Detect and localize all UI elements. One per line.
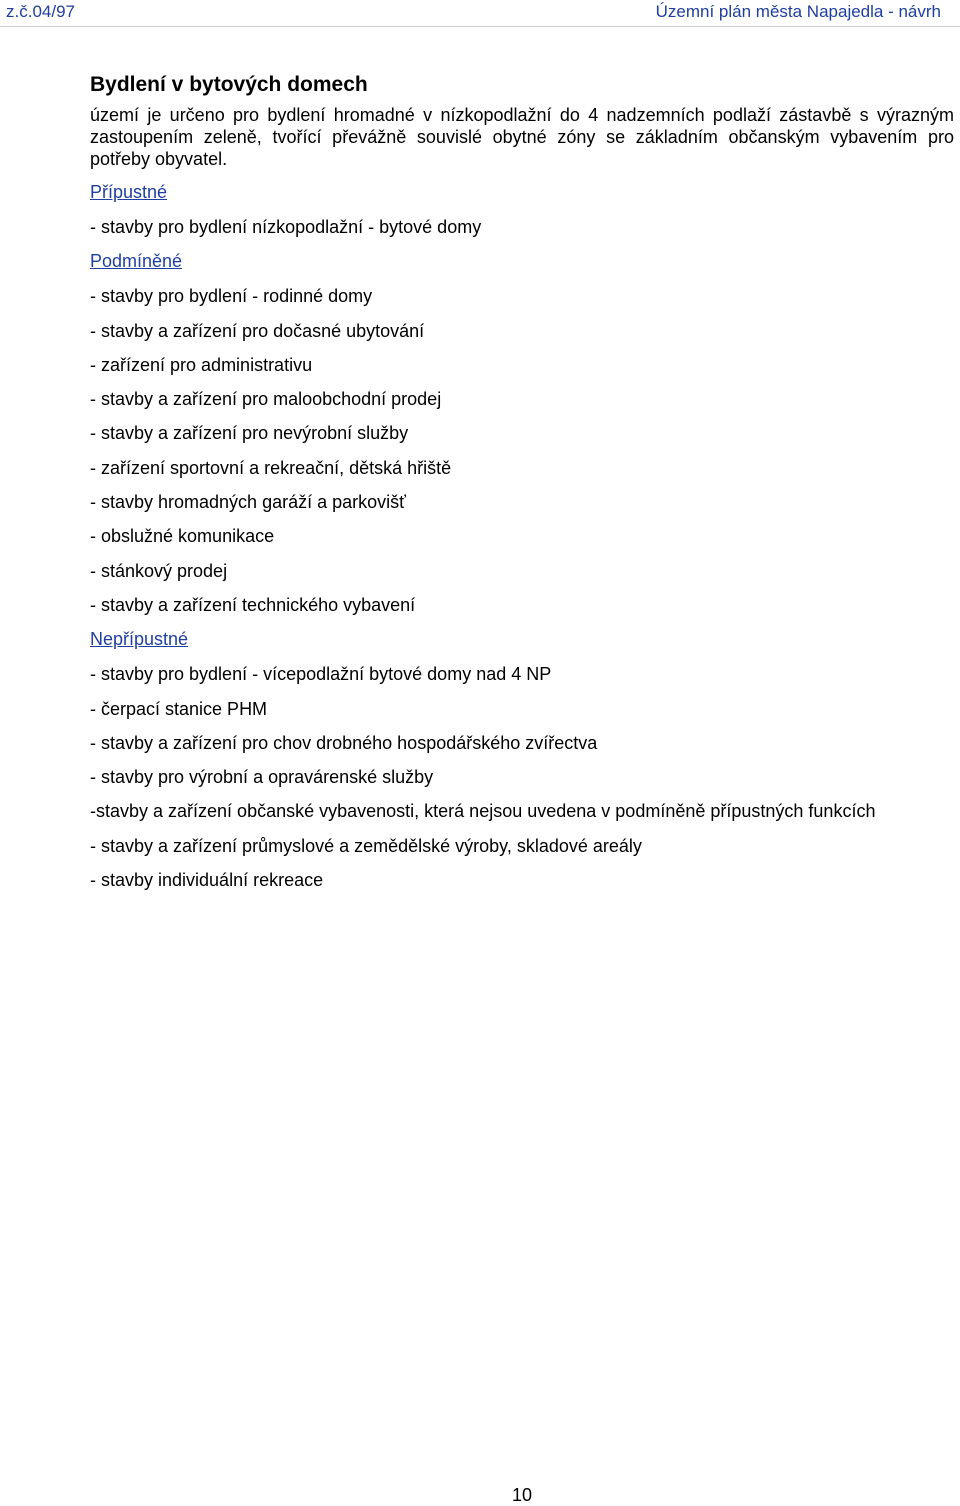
list-podminene <box>90 285 954 628</box>
section-pripustne <box>90 181 954 250</box>
list-item: - stánkový prodej <box>90 560 228 581</box>
section-heading-pripustne: Přípustné <box>90 182 168 202</box>
document-body <box>90 72 954 903</box>
list-item: - zařízení sportovní a rekreační, dětská hřiště <box>90 457 452 478</box>
list-nepripustne <box>90 663 954 903</box>
document-title-header: Územní plán města Napajedla - návrh <box>655 2 941 21</box>
list-item: - zařízení pro administrativu <box>90 354 313 375</box>
page-number <box>0 1484 960 1506</box>
section-heading-podminene: Podmíněné <box>90 251 183 272</box>
section-title: Bydlení v bytových domech <box>90 73 368 96</box>
section-nepripustne <box>90 628 954 903</box>
list-pripustne <box>90 216 954 250</box>
page-header <box>0 0 960 27</box>
list-item: - stavby individuální rekreace <box>90 870 324 891</box>
list-item: - stavby pro bydlení - rodinné domy <box>90 286 373 307</box>
section-podminene <box>90 250 954 628</box>
list-item: - stavby a zařízení průmyslové a zemědělské výroby, skladové areály <box>90 835 642 856</box>
intro-paragraph: území je určeno pro bydlení hromadné v nízkopodlažní do 4 nadzemních podlaží zástavbě s výrazným zastoupením zeleně, tvořící převážně souvislé obytné zóny se základním občanským vybavením pro potřeby obyvatel. <box>90 105 954 169</box>
list-item: - stavby a zařízení pro nevýrobní služby <box>90 423 409 444</box>
document-code: z.č.04/97 <box>6 2 75 21</box>
list-item: -stavby a zařízení občanské vybavenosti, která nejsou uvedena v podmíněně přípustných funkcích <box>90 801 876 822</box>
list-item: - obslužné komunikace <box>90 526 275 547</box>
list-item: - stavby a zařízení technického vybavení <box>90 594 416 615</box>
page-number-text: 10 <box>511 1485 533 1505</box>
list-item: - stavby hromadných garáží a parkovišť <box>90 492 406 513</box>
list-item: - stavby a zařízení pro dočasné ubytování <box>90 320 425 341</box>
list-item: - stavby pro bydlení nízkopodlažní - bytové domy <box>90 217 482 237</box>
list-item: - stavby a zařízení pro maloobchodní prodej <box>90 389 442 410</box>
list-item: - stavby pro bydlení - vícepodlažní bytové domy nad 4 NP <box>90 664 552 685</box>
list-item: - čerpací stanice PHM <box>90 698 268 719</box>
list-item: - stavby a zařízení pro chov drobného hospodářského zvířectva <box>90 732 598 753</box>
section-heading-nepripustne: Nepřípustné <box>90 629 189 650</box>
list-item: - stavby pro výrobní a opravárenské služby <box>90 767 434 788</box>
